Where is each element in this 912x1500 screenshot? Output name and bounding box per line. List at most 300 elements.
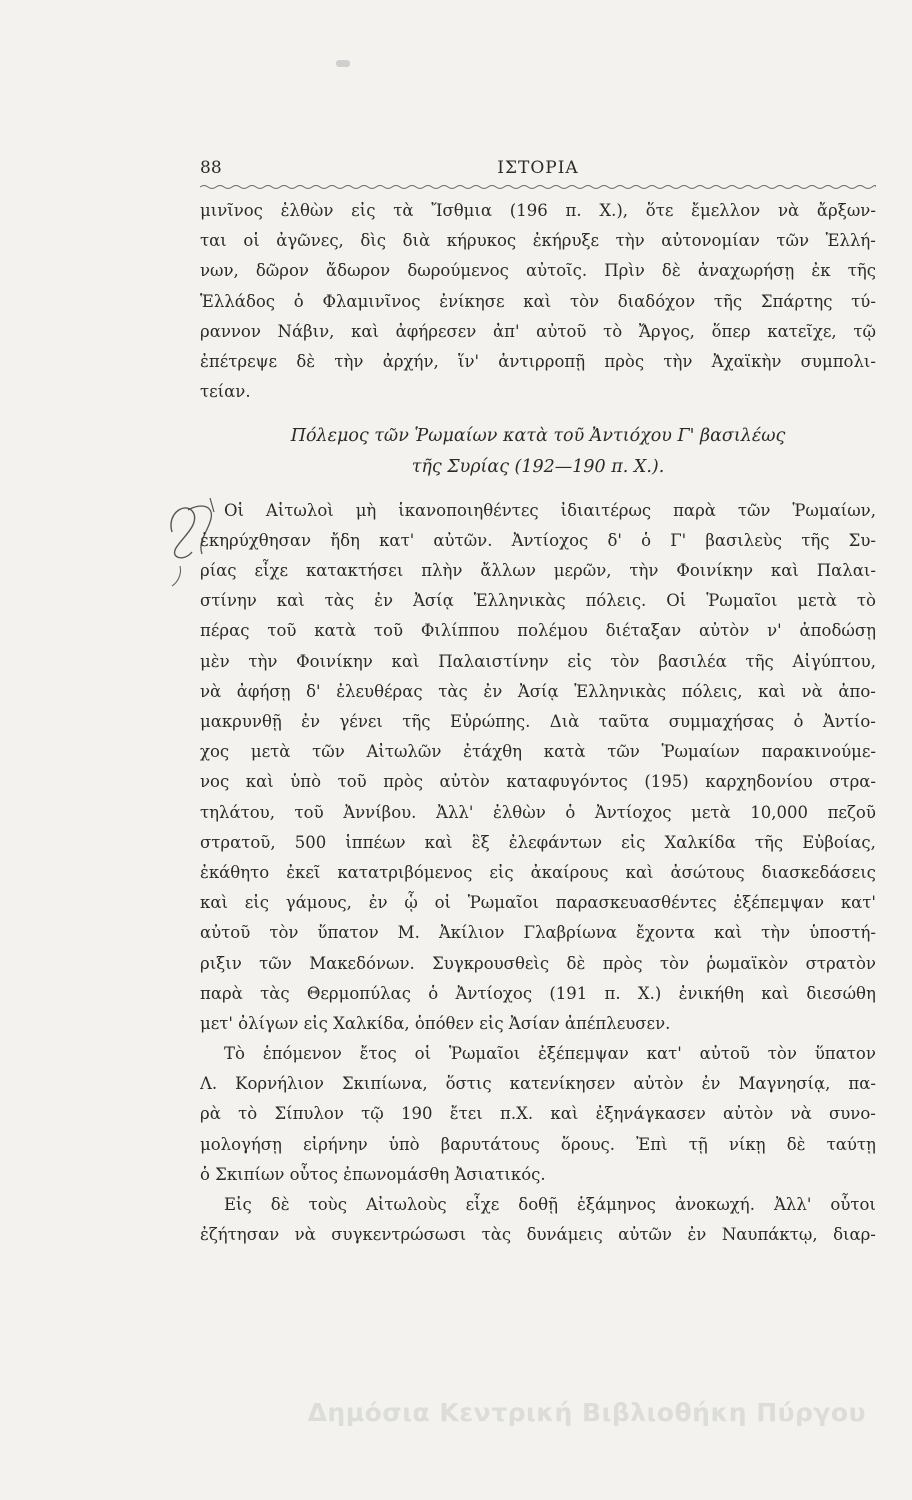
word: τῶν [259,953,292,973]
word: κατ' [646,1044,682,1064]
word: δ' [607,530,622,550]
word: ἱκανοποιηθέντες [398,500,539,520]
word: Ἀντίοχος [511,530,589,550]
text-line [200,1099,876,1129]
word: μετὰ [797,591,837,611]
word: τὰς [481,1225,512,1245]
word: Παλαι- [816,561,876,581]
word: δυνάμεις [526,1225,603,1245]
word: τῶν [607,742,640,762]
text-line [200,767,876,797]
word: ἀσώτους [670,862,745,882]
word: τοῦ [267,621,297,641]
word: ἐλθὼν [280,201,334,220]
word: τὴν [761,923,791,943]
word: νὰ [200,681,222,701]
word: Αἰτωλοὺς [366,1195,447,1214]
word: τὸ [856,591,876,611]
word: δ' [306,681,321,701]
word: αὐτὸν [633,1074,684,1094]
word: τὴν [663,351,693,371]
text-line [200,1130,876,1160]
word: διεσώθη [806,983,876,1003]
word: τὴν [248,651,278,671]
word: αὐτῶν [618,1225,672,1245]
word: δὲ [661,261,681,281]
word: συμπολι- [800,351,876,371]
word: Μ. [397,923,420,943]
word: ἰδιαιτέρως [560,500,652,520]
word: διαδόχον [617,291,696,311]
word: ἐν [483,681,503,701]
word: Εὐβοίας, [802,832,876,852]
word: τῷ [853,321,876,341]
text-line [200,616,876,646]
word: στρατὸν [805,953,876,973]
word: Ἀντίοχος [594,802,672,822]
word: ἐξέπεμψαν [538,1044,629,1064]
word: κατὰ [314,621,357,641]
word: ἑπόμενον [262,1044,342,1064]
word: Τὸ [224,1044,245,1064]
word: Σπάρτης [760,291,833,311]
word: δὲ [786,1134,806,1154]
word: πολέμου [517,621,588,641]
word: ἐν [374,591,394,611]
word: Μακεδόνων. [309,953,415,973]
word: στίνην [200,591,257,611]
word: ἄρξων- [816,201,876,220]
word: ἔμελλον [691,201,761,220]
word: Οἱ [224,500,244,520]
word: διὰ [402,231,431,251]
text-line [200,347,876,377]
word: στρα- [829,772,876,792]
word: Ἴσθμια [431,201,492,220]
word: ὅπερ [711,321,751,341]
word: πεζοῦ [827,802,876,822]
word: ἀφήσῃ [236,681,291,701]
word: εἰς [489,862,514,882]
word: π. [604,983,621,1003]
word: τὸ [238,1104,258,1124]
word: ἐλεφάντων [508,832,602,852]
word: ἔχοντα [635,923,696,943]
word: τῷ [361,1104,384,1124]
word: δὲ [296,351,316,371]
word: Ἀννίβου. [343,802,417,822]
word: αὐτὸν [723,1104,774,1124]
word: καὶ [550,1104,579,1124]
word: καὶ [424,832,453,852]
word: Πρὶν [604,261,645,281]
word: Φιλίππου [420,621,500,641]
text-line [200,798,876,828]
word: ἀρχήν, [382,351,439,371]
page-header [200,158,876,182]
word: παρὰ [673,500,716,520]
word: 500 [294,832,327,852]
word: συμμαχήσας [668,712,775,731]
word: Ἑλλή- [825,231,876,251]
word: ὕπατον [317,923,379,943]
word: ὁ [793,712,804,731]
word: Μαγνησίᾳ, [738,1074,831,1094]
word: καὶ [770,561,799,581]
word: νὰ [801,681,823,701]
word: γάμους, [285,893,352,913]
word: ἐλθὼν [493,802,546,822]
word: πλὴν [421,561,463,581]
word: Εἰς [224,1195,252,1214]
word: ἄλλων [480,561,536,581]
word: παρακινούμε- [761,742,876,762]
word: Θερμοπύλας [306,983,412,1003]
text-line [200,226,876,256]
word: καὶ [391,651,420,671]
text-line [200,647,876,677]
word: Φλαμινῖνος [322,291,421,311]
word: καὶ [714,923,743,943]
header-wavy-rule [200,184,876,190]
word: ἐπέτρεψε [200,351,278,371]
word: ἐνίκησε [439,291,505,311]
word: ὑπὸ [388,1134,420,1154]
word: τὸν [767,1044,797,1064]
word: νων, [200,261,239,281]
word: κατατριβόμενος [337,862,473,882]
text-line [200,556,876,586]
word: ὕπατον [814,1044,876,1064]
word: Ῥωμαίων, [792,500,876,520]
word: π.Χ. [500,1104,534,1124]
word: αὐτὸν [439,772,490,792]
word: μολογήσῃ [200,1134,282,1154]
word: εἰς [351,201,376,220]
word: πα- [848,1074,876,1094]
word: Παλαιστίνην [438,651,549,671]
word: τῆς [713,291,743,311]
word: ὑπὸ [290,772,322,792]
word: Ἀσίᾳ [412,591,454,611]
word: αὐτῶν. [433,530,493,550]
word: μετὰ [250,742,291,762]
word: ὁ [565,802,576,822]
word: ὁ [293,291,304,311]
word: ἔτει [449,1104,483,1124]
word: ἀντιρροπῇ [498,351,586,371]
word: νὰ [777,201,800,220]
word: ἀποδώσῃ [799,621,876,641]
word: νος [200,772,230,792]
word: αὐτοῖς. [525,261,588,281]
word: οἱ [434,893,451,913]
word: κατ' [840,893,876,913]
word: τύ- [851,291,876,311]
word: ἀγῶνες, [276,231,344,251]
text-line [200,1220,876,1250]
word: τῶν [776,231,810,251]
word: πρὸς [604,351,645,371]
word: ἀνοκωχή. [674,1195,755,1214]
word: εἰρήνην [303,1134,368,1154]
running-title: ΙΣΤΟΡΙΑ [497,158,579,178]
word: γένει [339,712,383,731]
word: μινῖνος [200,201,263,220]
word: Οἱ [666,591,687,611]
text-line [200,858,876,888]
word: ἀπο- [838,681,876,701]
word: δὲ [270,1195,290,1214]
word: αὐτοῦ [536,321,587,341]
word: τὸ [603,321,623,341]
word: καὶ [276,591,305,611]
word: καὶ [625,862,654,882]
word: ἱππέων [345,832,406,852]
word: στρατοῦ, [200,832,276,852]
word: Εὐρώπης. [449,712,531,731]
word: ἐν [368,893,388,913]
word: εἶχε [254,561,289,581]
word: δοθῇ [518,1195,558,1214]
word: τῆς [402,712,431,731]
word: (191 [549,983,588,1003]
word: ἐνικήθη [678,983,744,1003]
text-line [200,979,876,1009]
word: οἱ [243,231,260,251]
text-line [200,888,876,918]
word: καὶ [523,291,552,311]
word: εἰς [621,832,646,852]
word: Συ- [848,530,876,550]
page-body [200,196,876,1250]
word: κατενίκησεν [509,1074,616,1094]
section-heading-line-1: Πόλεμος τῶν Ῥωμαίων κατὰ τοῦ Ἀντιόχου Γ' βασιλέως [290,426,786,447]
text-line [200,677,876,707]
text-line [200,256,876,286]
word: ν' [767,621,782,641]
text-line [200,828,876,858]
word: ὅτε [645,201,674,220]
word: καρχηδονίου [705,772,813,792]
word: Λ. [200,1074,218,1094]
word: ἐκηρύχθησαν [200,530,312,550]
text-line: ὁ Σκιπίων οὗτος ἐπωνομάσθη Ἀσιατικός. [200,1164,546,1184]
word: τὰς [324,591,355,611]
word: Ῥωμαίων [661,742,740,762]
text-line [200,949,876,979]
text-line [200,918,876,948]
word: 10,000 [750,802,808,822]
word: Ἑλληνικὰς [473,591,566,611]
word: (195) [644,772,689,792]
word: ἀφήρεσεν [395,321,477,341]
word: δῶρον [255,261,309,281]
text-line [200,196,876,226]
word: Κορνήλιον [235,1074,324,1094]
word: 190 [401,1104,433,1124]
word: διασκεδάσεις [761,862,876,882]
word: μὴ [355,500,377,520]
word: (196 [509,201,548,220]
word: πρὸς [383,772,423,792]
word: μερῶν, [553,561,612,581]
word: Ἄργος, [638,321,695,341]
word: Χ.) [637,983,662,1003]
word: ραννον [200,321,261,341]
word: καταφυγόντος [506,772,628,792]
word: μακρυνθῇ [200,712,282,731]
text-line [200,707,876,737]
word: ταύτῃ [826,1134,876,1154]
word: συνο- [829,1104,876,1124]
word: ἐζήτησαν [200,1225,280,1245]
word: π. [565,201,582,220]
word: τὰ [393,201,414,220]
word: διαρ- [833,1225,876,1245]
word: ἐκ [811,261,831,281]
word: μετὰ [691,802,731,822]
library-watermark: Δημόσια Κεντρική Βιβλιοθήκη Πύργου [307,1398,866,1427]
word: πόλεις. [585,591,647,611]
word: τοῦ [294,802,324,822]
word: Ναυπάκτῳ, [721,1225,818,1245]
text-line: μετ' ὀλίγων εἰς Χαλκίδα, ὁπόθεν εἰς Ἀσίαν ἀπέπλευσεν. [200,1013,671,1033]
word: Ἀλλ' [773,1195,812,1214]
word: ἄδωρον [326,261,391,281]
word: οὗτοι [830,1195,876,1214]
word: ἐν [301,712,321,731]
word: Ἐπὶ [636,1134,668,1154]
word: κήρυκος [446,231,517,251]
word: αὐτονομίαν [661,231,760,251]
word: Ῥωμαῖοι [467,893,539,913]
word: Αἰγύπτου, [792,651,876,671]
word: τοῦ [373,621,403,641]
text-line [200,737,876,767]
word: ἐτάχθη [463,742,523,762]
word: δωρούμενος [407,261,509,281]
word: ἐξέπεμψαν [733,893,825,913]
word: συγκεντρώσωσι [331,1225,467,1245]
text-line [200,496,876,526]
word: τὸν [569,291,600,311]
word: τῶν [312,742,345,762]
word: κατακτήσει [305,561,404,581]
word: κατ' [379,530,415,550]
word: Φοινίκην [676,561,754,581]
word: τηλάτου, [200,802,275,822]
word: Ἀχαϊκὴν [711,351,782,371]
word: Ῥωμαῖοι [448,1044,521,1064]
text-line [200,287,876,317]
word: εἶχε [465,1195,500,1214]
word: Ἀντίοχος [455,983,533,1003]
word: τῆς [847,261,876,281]
word: κατεῖχε, [767,321,837,341]
word: χος [200,742,230,762]
word: βασιλεὺς [705,530,783,550]
word: παρὰ [200,983,243,1003]
word: Χ.), [599,201,629,220]
text-line [200,1039,876,1069]
text-line [200,586,876,616]
text-line: τείαν. [200,382,251,402]
word: βαρυτάτους [440,1134,540,1154]
word: τοὺς [308,1195,347,1214]
word: Ἑλληνικὰς [574,681,667,701]
word: νὰ [790,1104,812,1124]
word: ἀναχωρήσῃ [697,261,795,281]
word: δὲ [566,953,586,973]
page-number: 88 [200,158,222,178]
word: ἐκεῖ [286,862,321,882]
word: μὲν [200,651,230,671]
word: ταῦτα [598,712,650,731]
word: νὰ [294,1225,316,1245]
word: οἱ [414,1044,432,1064]
word: Ἀλλ' [436,802,474,822]
word: δὶς [360,231,387,251]
word: αὐτοῦ [200,923,251,943]
word: ρίας [200,561,237,581]
word: Σκιπίωνα, [341,1074,428,1094]
word: Χαλκίδα [664,832,736,852]
word: διέταξαν [605,621,682,641]
word: κατὰ [543,742,586,762]
word: ῥωμαϊκὸν [706,953,789,973]
word: ἤδη [330,530,360,550]
word: ἔτος [359,1044,397,1064]
word: Νάβιν, [277,321,335,341]
word: Ἑλλάδος [200,291,276,311]
word: Συγκρουσθεὶς [432,953,550,973]
text-line [200,1069,876,1099]
text-line [200,1190,876,1220]
word: Ἀντίο- [822,712,876,731]
word: τὸν [610,651,640,671]
word: νίκῃ [728,1134,766,1154]
word: τῇ [688,1134,708,1154]
word: παρασκευασθέντες [555,893,717,913]
word: τὸν [269,923,299,943]
word: Αἰτωλῶν [366,742,442,762]
word: Ῥωμαῖοι [706,591,778,611]
word: ἑξάμηνος [577,1195,656,1214]
word: ἐκήρυξε [532,231,600,251]
word: ἓξ [471,832,490,852]
word: τῆς [801,530,830,550]
word: ὅρους. [560,1134,616,1154]
word: ἐν [687,1225,707,1245]
word: ριξιν [200,953,242,973]
word: Αἰτωλοὶ [265,500,334,520]
word: τῶν [737,500,771,520]
word: ἀκαίρους [530,862,609,882]
word: τῆς [745,651,774,671]
word: ᾧ [404,893,418,913]
word: ἐκάθητο [200,862,270,882]
word: Ἀκίλιον [438,923,505,943]
word: αὐτὸν [698,621,750,641]
word: εἰς [567,651,592,671]
word: τὴν [629,561,659,581]
word: εἰς [244,893,269,913]
word: τοῦ [337,772,367,792]
word: βασιλέα [658,651,727,671]
word: καὶ [245,772,274,792]
word: αὐτοῦ [699,1044,750,1064]
